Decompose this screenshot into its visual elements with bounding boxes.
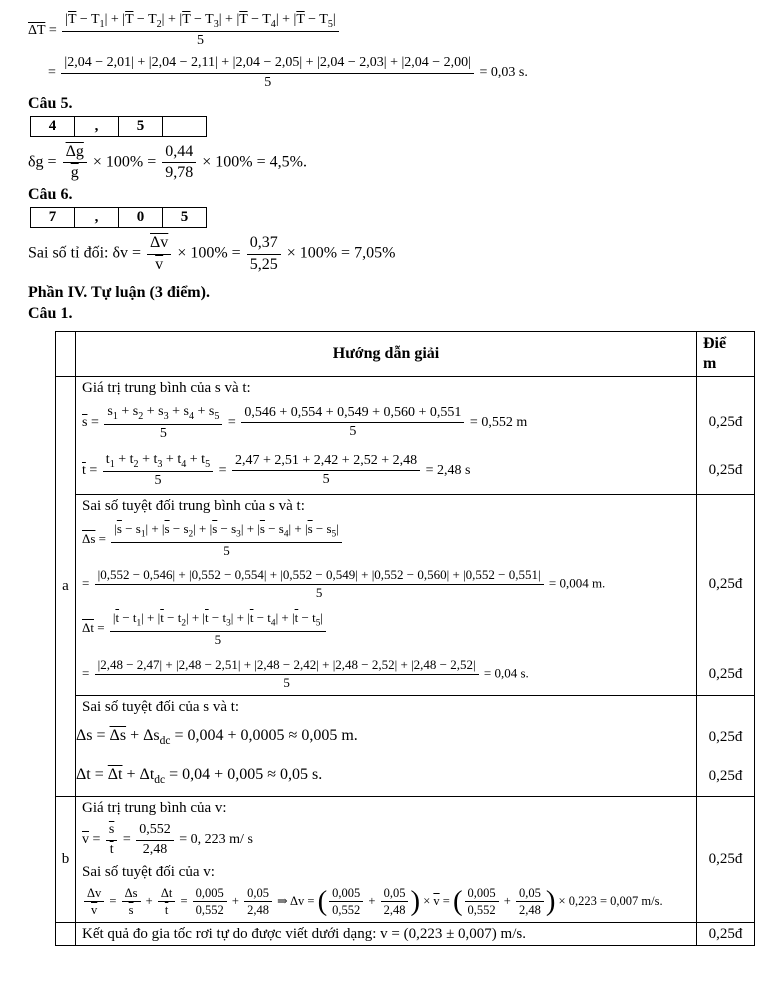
formula-delta-v [82,886,694,918]
formula-relative-error-v [28,234,757,274]
final-result-text: Kết quả đo gia tốc rơi tự do được viết dưới dạng: v = (0,223 ± 0,007) m/s. [82,926,526,943]
formula-total-error-s [76,722,696,753]
row-main-cell [76,923,696,945]
math-text: = [119,832,135,848]
fraction: $\frac{0,37}{5,25}$ [247,234,281,274]
fraction: $\frac{0,05}{2,48}$ [381,886,409,918]
answer-cell-2: 0 [118,207,163,228]
points-cell: 0,25đ [696,718,754,757]
points-cell: 0,25đ [696,563,754,606]
fraction: $\frac{|\overline{t} - t_1| + |\overline{t} - t_2| + |\overline{t} - t_3| + |\overline{t} - t_4| + |\overline{t} - t_5|}{5}$ [110,611,326,647]
fraction: |2,48 − 2,47| + |2,48 − 2,51| + |2,48 − 2,42| + |2,48 − 2,52| + |2,48 − 2,52| 5 [95,658,479,691]
big-paren: ) [410,885,421,918]
fraction: $\frac{\Delta t}{t}$ [158,886,176,918]
answer-cell-comma: , [74,207,119,228]
points-cell: 0,25đ [696,447,754,494]
header-guide-cell: Hướng dẫn giải [332,345,440,363]
math-text: × 100% = 7,05% [282,245,396,262]
row-main-cell [76,377,696,399]
formula-delta-t-definition [76,610,696,648]
math-text: = 0,03 s. [475,65,528,81]
points-cell [696,696,754,718]
points-cell [696,517,754,563]
solution-table [55,331,755,946]
row-final-result [56,923,754,945]
row-main-cell [76,797,696,922]
math-text: = 0,04 s. [480,665,529,681]
math-text: = [48,65,60,81]
math-text: = [82,665,93,681]
math-text: = 0,004 m. [545,575,606,591]
group-velocity [76,797,754,922]
header-points-cell [696,332,754,376]
points-cell [696,606,754,652]
formula-mean-v [82,822,694,857]
math-text: $\overline{\Delta T}$ = [28,22,61,38]
final-label-cell [56,923,76,945]
fraction: $\frac{t_1 + t_2 + t_3 + t_4 + t_5}{5}$ [103,452,213,489]
document-page [28,12,757,946]
formula-delta-s-definition [76,521,696,559]
formula-mean-s [76,403,696,442]
header-label-cell [56,332,76,376]
big-paren: ) [545,885,556,918]
cau6-heading: Câu 6. [28,186,73,204]
math-text: $\Delta t = \overline{\Delta t} + \Delta t_{dc} = 0,04 + 0,005 \approx 0,05$ s. [76,766,323,787]
answer-grid-cau6 [30,207,757,228]
math-text: Sai số tỉ đối: δv = [28,245,146,262]
points-cell: 0,25đ [696,653,754,696]
math-text: ⇒ Δv = [273,893,318,908]
math-text: = 0, 223 m/ s [175,832,253,848]
formula-total-error-t [76,761,696,792]
answer-cell-3: 5 [162,207,207,228]
fraction: $\frac{0,44}{9,78}$ [162,143,196,183]
math-text: = [106,893,120,908]
math-text: = [215,462,231,478]
fraction: $\frac{\Delta s}{s}$ [122,886,141,918]
math-text: + [500,893,514,908]
table-row [76,923,754,945]
table-row [76,517,754,563]
fraction: $\frac{0,005}{0,552}$ [465,886,499,918]
table-row [76,399,754,446]
table-row [76,447,754,494]
fraction: $\frac{s_1 + s_2 + s_3 + s_4 + s_5}{5}$ [104,404,222,441]
math-text: = 2,48 s [422,462,471,478]
math-text: = 0,552 m [466,415,528,431]
section-b-body [76,797,754,922]
group-title: Giá trị trung bình của v: [82,800,227,817]
answer-cell-1: 4 [30,116,75,137]
row-main-cell [76,696,696,718]
formula-mean-period-error-definition [28,12,757,49]
table-row [76,495,754,517]
fraction: $\frac{\Delta v}{v}$ [84,886,104,918]
math-text: × 100% = 4,5%. [198,153,307,171]
big-paren: ( [317,885,328,918]
cau5-heading: Câu 5. [28,94,73,112]
answer-cell-3 [162,116,207,137]
math-text: × 100% = [173,245,245,262]
formula-relative-error-g [28,143,757,183]
section-b [56,797,754,923]
math-text: + [228,893,243,908]
section-a-body [76,377,754,796]
formula-mean-t [76,451,696,490]
math-text: $\Delta s = \overline{\Delta s} + \Delta s_{dc} = 0,004 + 0,0005 \approx 0,005$ m. [76,727,358,748]
group-title: Giá trị trung bình của s và t: [82,380,251,397]
table-row [76,797,754,922]
math-text: $\overline{s}$ = [82,415,103,431]
group-title: Sai số tuyệt đối của v: [82,863,215,880]
math-text: × 0,223 = 0,007 m/s. [555,893,663,908]
fraction: $\frac{2,47 + 2,51 + 2,42 + 2,52 + 2,48}{5}$ [232,453,420,488]
math-text: $\overline{\Delta s}$ = [82,531,110,547]
table-header-row [56,332,754,377]
row-main-cell [76,495,696,517]
cau1-heading: Câu 1. [28,305,73,323]
points-cell: 0,25đ [696,797,754,922]
math-text: = [177,893,191,908]
group-absolute-errors [76,696,754,796]
section-a [56,377,754,797]
points-cell: 0,25đ [696,399,754,446]
answer-cell-2: 5 [118,116,163,137]
big-paren: ( [452,885,463,918]
part4-heading: Phần IV. Tự luận (3 điểm). [28,284,210,302]
math-text: $\overline{\Delta t}$ = [82,620,108,636]
table-row [76,377,754,399]
table-row [76,757,754,796]
table-row [76,606,754,652]
table-row [76,696,754,718]
group-title: Sai số tuyệt đối trung bình của s và t: [82,498,305,515]
fraction: $\frac{0,546 + 0,554 + 0,549 + 0,560 + 0,551}{5}$ [241,405,464,440]
formula-delta-s-values [76,567,696,602]
math-text: $\overline{t}$ = [82,462,101,478]
math-text: + [365,893,379,908]
group-mean-values [76,377,754,495]
final-body [76,923,754,945]
fraction: $\frac{0,05}{2,48}$ [244,886,272,918]
fraction: $\frac{|\overline{s} - s_1| + |\overline{s} - s_2| + |\overline{s} - s_3| + |\overline{s} - s_4| + |\overline{s} - s_5|}{5}$ [111,522,342,558]
group-mean-absolute-errors [76,495,754,696]
points-cell [696,377,754,399]
fraction: $\frac{0,005}{0,552}$ [329,886,363,918]
group-title: Sai số tuyệt đối của s và t: [82,699,240,716]
answer-grid-cau5 [30,116,757,137]
math-text: × $\overline{v}$ = [420,893,453,908]
fraction: $\frac{\overline{\Delta v}}{v}$ [147,234,171,274]
fraction: $\frac{\overline{\Delta g}}{g}$ [63,143,87,183]
points-cell [696,495,754,517]
formula-mean-period-error-values [28,55,757,90]
table-row [76,563,754,606]
fraction: |2,04 − 2,01| + |2,04 − 2,11| + |2,04 − 2,05| + |2,04 − 2,03| + |2,04 − 2,00| 5 [61,55,474,90]
table-row [76,653,754,696]
group-final [76,923,754,945]
section-b-label: b [56,797,76,922]
math-text: $\overline{v}$ = [82,832,104,848]
math-text: × 100% = [88,153,161,171]
section-a-label: a [56,377,76,796]
points-cell: 0,25đ [696,923,754,945]
math-text: δg = [28,153,61,171]
math-text: = [224,415,240,431]
math-text: + [142,893,156,908]
formula-delta-t-values [76,657,696,692]
fraction: $\frac{0,552}{2,48}$ [136,822,174,857]
answer-cell-1: 7 [30,207,75,228]
fraction: $\frac{0,05}{2,48}$ [516,886,544,918]
table-row [76,718,754,757]
points-cell: 0,25đ [696,757,754,796]
fraction: |0,552 − 0,546| + |0,552 − 0,554| + |0,552 − 0,549| + |0,552 − 0,560| + |0,552 − 0,551| 5 [95,568,544,601]
answer-cell-comma: , [74,116,119,137]
fraction: $\frac{0,005}{0,552}$ [193,886,227,918]
fraction: $\frac{\overline{s}}{t}$ [106,822,117,857]
header-points-label: Điểm [703,335,727,373]
math-text: = [82,575,93,591]
fraction: $\frac{|\overline{T} - T_1| + |\overline{T} - T_2| + |\overline{T} - T_3| + |\overline{T} - T_4| + |\overline{T} - T_5|}{5}$ [62,12,339,49]
